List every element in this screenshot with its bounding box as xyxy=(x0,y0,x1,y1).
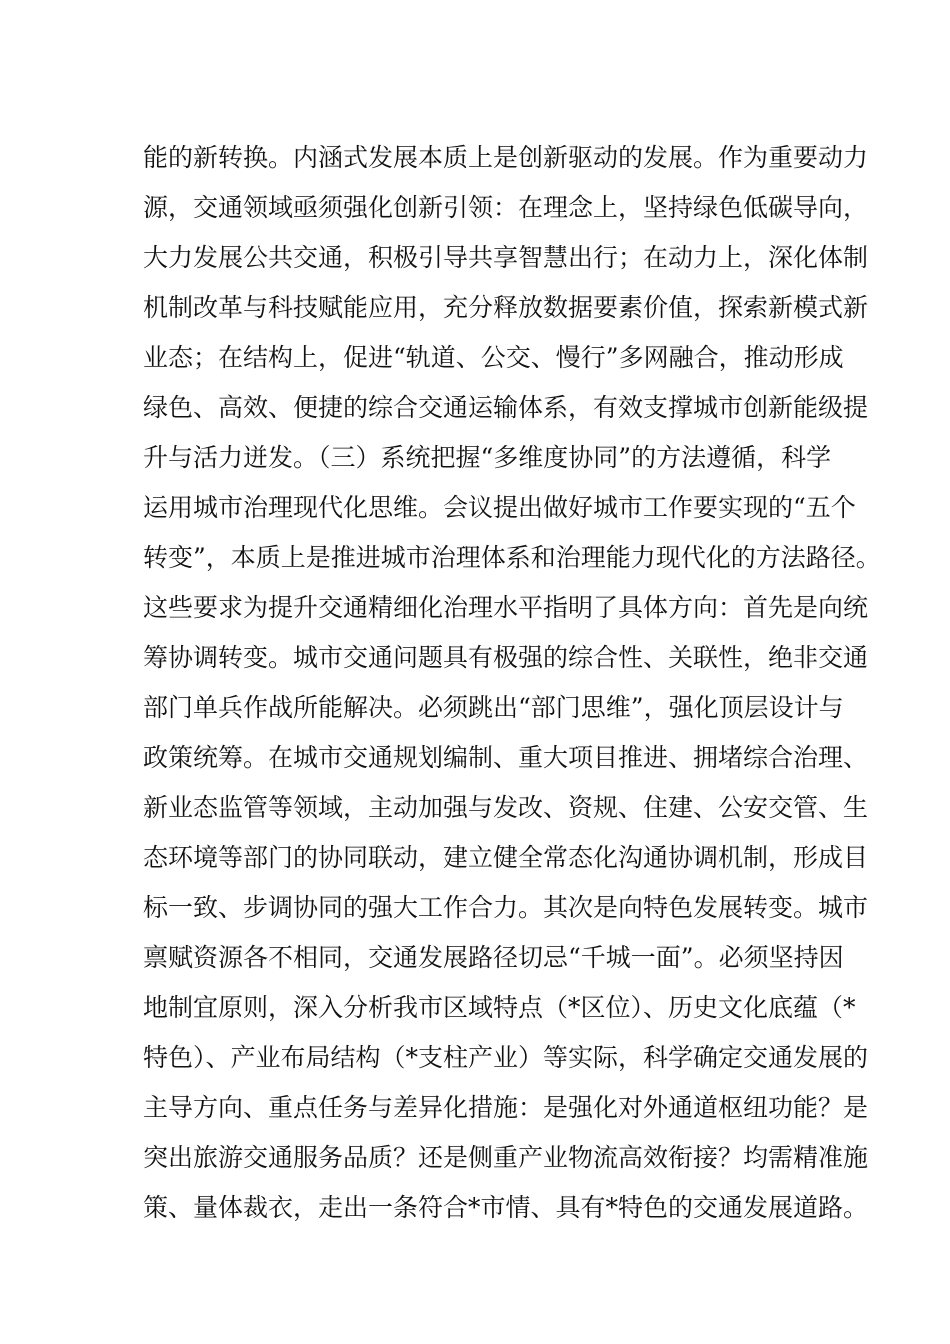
text-line: 特色）、产业布局结构（*支柱产业）等实际，科学确定交通发展的 xyxy=(143,1043,869,1072)
text-line: 能的新转换。内涵式发展本质上是创新驱动的发展。作为重要动力 xyxy=(143,143,869,172)
text-line: 部门单兵作战所能解决。必须跳出“部门思维”，强化顶层设计与 xyxy=(143,693,844,722)
text-line: 这些要求为提升交通精细化治理水平指明了具体方向：首先是向统 xyxy=(143,593,869,622)
text-line: 新业态监管等领域，主动加强与发改、资规、住建、公安交管、生 xyxy=(143,793,869,822)
text-line: 禀赋资源各不相同，交通发展路径切忌“千城一面”。必须坚持因 xyxy=(143,943,844,972)
text-line: 地制宜原则，深入分析我市区域特点（*区位）、历史文化底蕴（* xyxy=(143,993,856,1022)
body-text xyxy=(143,133,881,1233)
text-line: 业态；在结构上，促进“轨道、公交、慢行”多网融合，推动形成 xyxy=(143,343,844,372)
text-line: 主导方向、重点任务与差异化措施：是强化对外通道枢纽功能？是 xyxy=(143,1093,869,1122)
text-line: 绿色、高效、便捷的综合交通运输体系，有效支撑城市创新能级提 xyxy=(143,393,869,422)
text-line: 运用城市治理现代化思维。会议提出做好城市工作要实现的“五个 xyxy=(143,493,856,522)
text-line: 态环境等部门的协同联动，建立健全常态化沟通协调机制，形成目 xyxy=(143,843,869,872)
text-line: 源，交通领域亟须强化创新引领：在理念上，坚持绿色低碳导向， xyxy=(143,193,869,222)
text-line: 策、量体裁衣，走出一条符合*市情、具有*特色的交通发展道路。 xyxy=(143,1193,869,1222)
text-line: 突出旅游交通服务品质？还是侧重产业物流高效衔接？均需精准施 xyxy=(143,1143,869,1172)
text-line: 标一致、步调协同的强大工作合力。其次是向特色发展转变。城市 xyxy=(143,893,869,922)
text-line: 转变”，本质上是推进城市治理体系和治理能力现代化的方法路径。 xyxy=(143,543,881,572)
text-line: 机制改革与科技赋能应用，充分释放数据要素价值，探索新模式新 xyxy=(143,293,869,322)
text-line: 筹协调转变。城市交通问题具有极强的综合性、关联性，绝非交通 xyxy=(143,643,869,672)
text-line: 政策统筹。在城市交通规划编制、重大项目推进、拥堵综合治理、 xyxy=(143,743,869,772)
text-line: 升与活力迸发。（三）系统把握“多维度协同”的方法遵循，科学 xyxy=(143,443,832,472)
text-line: 大力发展公共交通，积极引导共享智慧出行；在动力上，深化体制 xyxy=(143,243,869,272)
